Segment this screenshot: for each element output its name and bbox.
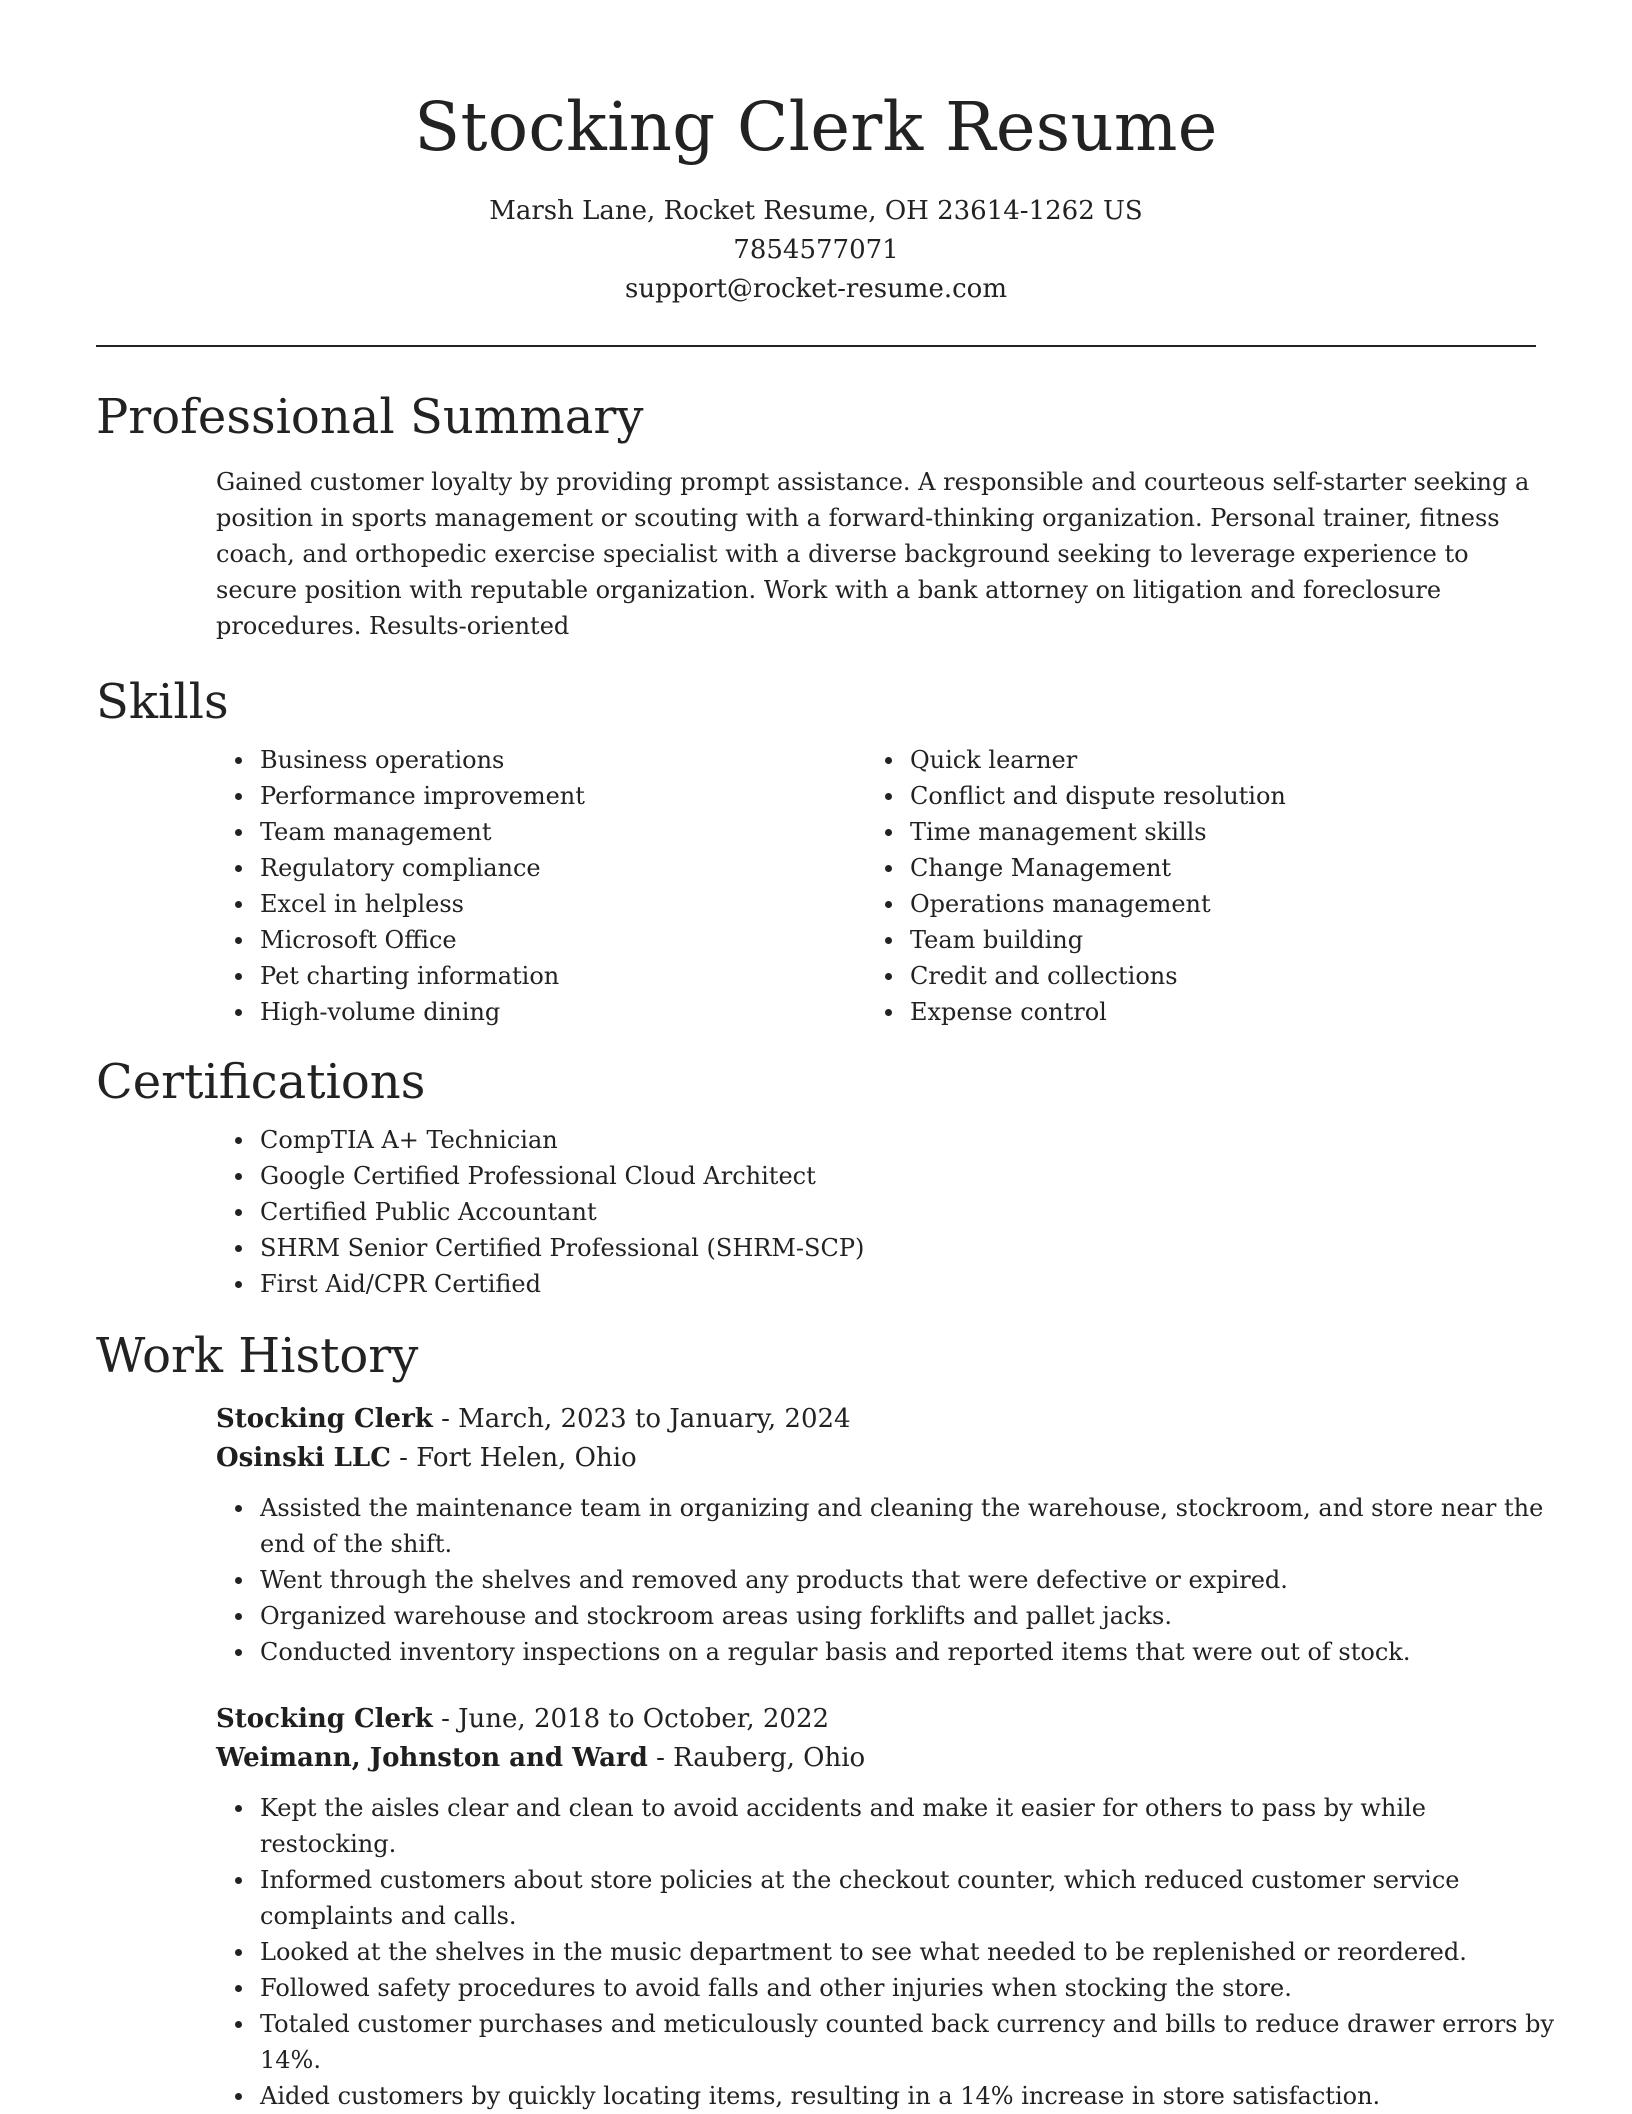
skill-item: Time management skills — [910, 814, 1286, 850]
skill-item: Microsoft Office — [260, 922, 746, 958]
job-duties — [216, 1790, 1555, 2114]
resume-page — [96, 0, 1555, 2114]
job-duty-item: Aided customers by quickly locating items, resulting in a 14% increase in store satisfaction. — [260, 2078, 1560, 2114]
job-dates: - June, 2018 to October, 2022 — [432, 1704, 830, 1734]
certification-item: Google Certified Professional Cloud Architect — [260, 1158, 1536, 1194]
work-history-heading: Work History — [96, 1328, 419, 1384]
skill-item: Team building — [910, 922, 1286, 958]
resume-title: Stocking Clerk Resume — [414, 88, 1218, 166]
skill-item: Operations management — [910, 886, 1286, 922]
job-company-line — [216, 1739, 1536, 1778]
certifications-list — [96, 1122, 1536, 1302]
skill-item: Quick learner — [910, 742, 1286, 778]
header-divider — [96, 345, 1536, 347]
certifications-heading: Certifications — [96, 1054, 426, 1110]
job-dates: - March, 2023 to January, 2024 — [432, 1404, 851, 1434]
contact-phone: 7854577071 — [733, 235, 899, 265]
resume-header — [96, 0, 1536, 309]
skill-item: Business operations — [260, 742, 746, 778]
skills-list-left — [96, 742, 746, 1030]
job-role: Stocking Clerk — [216, 1404, 433, 1434]
skill-item: Team management — [260, 814, 746, 850]
skill-item: Performance improvement — [260, 778, 746, 814]
job-duty-item: Followed safety procedures to avoid falls and other injuries when stocking the store. — [260, 1970, 1560, 2006]
job-title-line — [216, 1700, 1536, 1739]
job-entry — [216, 1700, 1555, 2114]
skill-item: High-volume dining — [260, 994, 746, 1030]
certification-item: CompTIA A+ Technician — [260, 1122, 1536, 1158]
skill-item: Excel in helpless — [260, 886, 746, 922]
job-title-line — [216, 1400, 1536, 1439]
skills-list-right — [746, 742, 1286, 1030]
summary-text: Gained customer loyalty by providing prompt assistance. A responsible and courteous self-starter seeking a position in sports management or scouting with a forward-thinking organization. Personal trainer, fitness coach, and orthopedic exercise specialist with a diverse background seeking to leverage experience to secure position with reputable organization. Work with a bank attorney on litigation and foreclosure procedures. Results-oriented — [216, 468, 1530, 640]
job-location: - Fort Helen, Ohio — [390, 1443, 637, 1473]
certification-item: SHRM Senior Certified Professional (SHRM-SCP) — [260, 1230, 1536, 1266]
job-duty-item: Informed customers about store policies at the checkout counter, which reduced customer service complaints and calls. — [260, 1862, 1560, 1934]
job-company: Weimann, Johnston and Ward — [216, 1743, 648, 1773]
job-duty-item: Assisted the maintenance team in organizing and cleaning the warehouse, stockroom, and store near the end of the shift. — [260, 1490, 1560, 1562]
summary-heading: Professional Summary — [96, 389, 644, 445]
skills-heading: Skills — [96, 674, 229, 730]
skill-item: Regulatory compliance — [260, 850, 746, 886]
job-duty-item: Conducted inventory inspections on a regular basis and reported items that were out of stock. — [260, 1634, 1560, 1670]
skill-item: Expense control — [910, 994, 1286, 1030]
contact-email: support@rocket-resume.com — [624, 274, 1007, 304]
job-duty-item: Went through the shelves and removed any products that were defective or expired. — [260, 1562, 1560, 1598]
job-role: Stocking Clerk — [216, 1704, 433, 1734]
contact-address: Marsh Lane, Rocket Resume, OH 23614-1262 US — [489, 196, 1143, 226]
skill-item: Pet charting information — [260, 958, 746, 994]
job-duties — [216, 1490, 1544, 1670]
certification-item: First Aid/CPR Certified — [260, 1266, 1536, 1302]
contact-block — [96, 192, 1536, 309]
certification-item: Certified Public Accountant — [260, 1194, 1536, 1230]
skill-item: Conflict and dispute resolution — [910, 778, 1286, 814]
skills-columns — [96, 742, 1536, 1030]
job-company-line — [216, 1439, 1536, 1478]
job-location: - Rauberg, Ohio — [647, 1743, 866, 1773]
skill-item: Change Management — [910, 850, 1286, 886]
skill-item: Credit and collections — [910, 958, 1286, 994]
job-duty-item: Organized warehouse and stockroom areas using forklifts and pallet jacks. — [260, 1598, 1560, 1634]
job-duty-item: Looked at the shelves in the music department to see what needed to be replenished or reordered. — [260, 1934, 1560, 1970]
job-company: Osinski LLC — [216, 1443, 391, 1473]
job-duty-item: Totaled customer purchases and meticulously counted back currency and bills to reduce drawer errors by 14%. — [260, 2006, 1560, 2078]
job-duty-item: Kept the aisles clear and clean to avoid accidents and make it easier for others to pass by while restocking. — [260, 1790, 1560, 1862]
job-entry — [216, 1400, 1544, 1670]
